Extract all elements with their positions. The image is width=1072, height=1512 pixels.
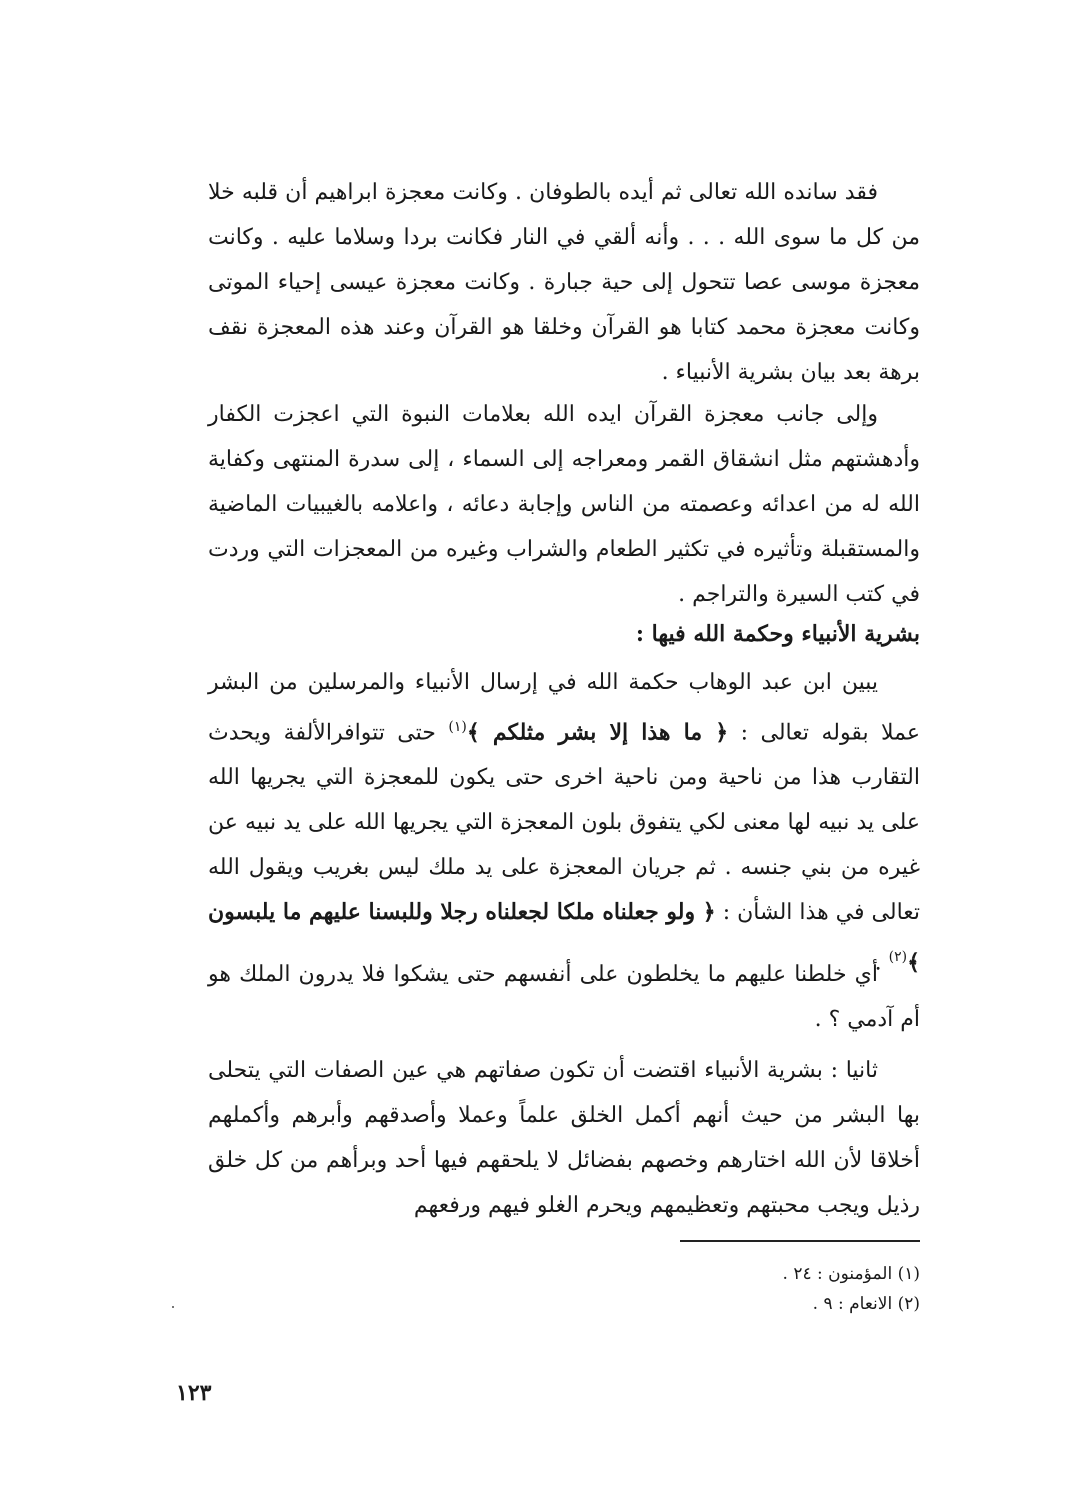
section-heading: بشرية الأنبياء وحكمة الله فيها : (635, 621, 920, 647)
footnote-ref-1: (١) (448, 719, 467, 735)
paragraph-1: فقد سانده الله تعالى ثم أيده بالطوفان . وكانت معجزة ابراهيم أن قلبه خلا من كل ما سوى الله . . . وأنه ألقي في النار فكانت بردا وسلاما عليه . وكانت معجزة موسى عصا تتحول إلى حية جبارة . وكانت معجزة عيسى إحياء الموتى وكانت معجزة محمد كتابا هو القرآن وخلقا هو القرآن وعند هذه المعجزة نقف برهة بعد بيان بشرية الأنبياء . (208, 180, 920, 385)
paragraph-5: ثانيا : بشرية الأنبياء اقتضت أن تكون صفاتهم هي عين الصفات التي يتحلى بها البشر من حيث أنهم أكمل الخلق علماً وعملا وأصدقهم وأبرهم وأكملهم أخلاقا لأن الله اختارهم وخصهم بفضائل لا يلحقهم فيها أحد وبرأهم من كل خلق رذيل ويجب محبتهم وتعظيمهم ويحرم الغلو فيهم ورفعهم (208, 1058, 920, 1218)
paragraph-4: أي خلطنا عليهم ما يخلطون على أنفسهم حتى يشكوا فلا يدرون الملك هو أم آدمي ؟ . (208, 962, 920, 1032)
paragraph-3-intro: يبين ابن عبد الوهاب حكمة الله في إرسال الأنبياء والمرسلين من البشر عملا بقوله تعالى : (208, 670, 921, 746)
paragraph-3-end: . (874, 950, 882, 976)
footnote-1: (١) المؤمنون : ٢٤ . (782, 1264, 920, 1284)
footnote-ref-2: (٢) (888, 949, 908, 966)
paragraph-3 (208, 660, 920, 986)
quran-quote-1: ﴿ ما هذا إلا بشر مثلكم ﴾ (466, 719, 729, 746)
paragraph-3-body: حتى تتوافرالألفة ويحدث التقارب هذا من ناحية ومن ناحية اخرى حتى يكون للمعجزة التي يجريها الله على يد نبيه لها معنى لكي يتفوق بلون المعجزة التي يجريها الله على يد نبيه عن غيره من بني جنسه . ثم جريان المعجزة على يد ملك ليس بغريب ويقول الله تعالى في هذا الشأن : (208, 720, 921, 926)
quran-quote-2: ﴿ ولو جعلناه ملكا لجعلناه رجلا وللبسنا عليهم ما يلبسون ﴾ (208, 899, 920, 976)
scan-speck (172, 1306, 174, 1308)
paragraph-2: وإلى جانب معجزة القرآن ايده الله بعلامات النبوة التي اعجزت الكفار وأدهشتهم مثل انشقاق القمر ومعراجه إلى السماء ، إلى سدرة المنتهى وكفاية الله له من اعدائه وعصمته من الناس وإجابة دعائه ، واعلامه بالغيبيات الماضية والمستقبلة وتأثيره في تكثير الطعام والشراب وغيره من المعجزات التي وردت في كتب السيرة والتراجم . (208, 402, 920, 607)
page-number: ١٢٣ (176, 1380, 212, 1406)
footnote-2: (٢) الانعام : ٩ . (812, 1294, 920, 1314)
footnote-divider (680, 1240, 920, 1242)
